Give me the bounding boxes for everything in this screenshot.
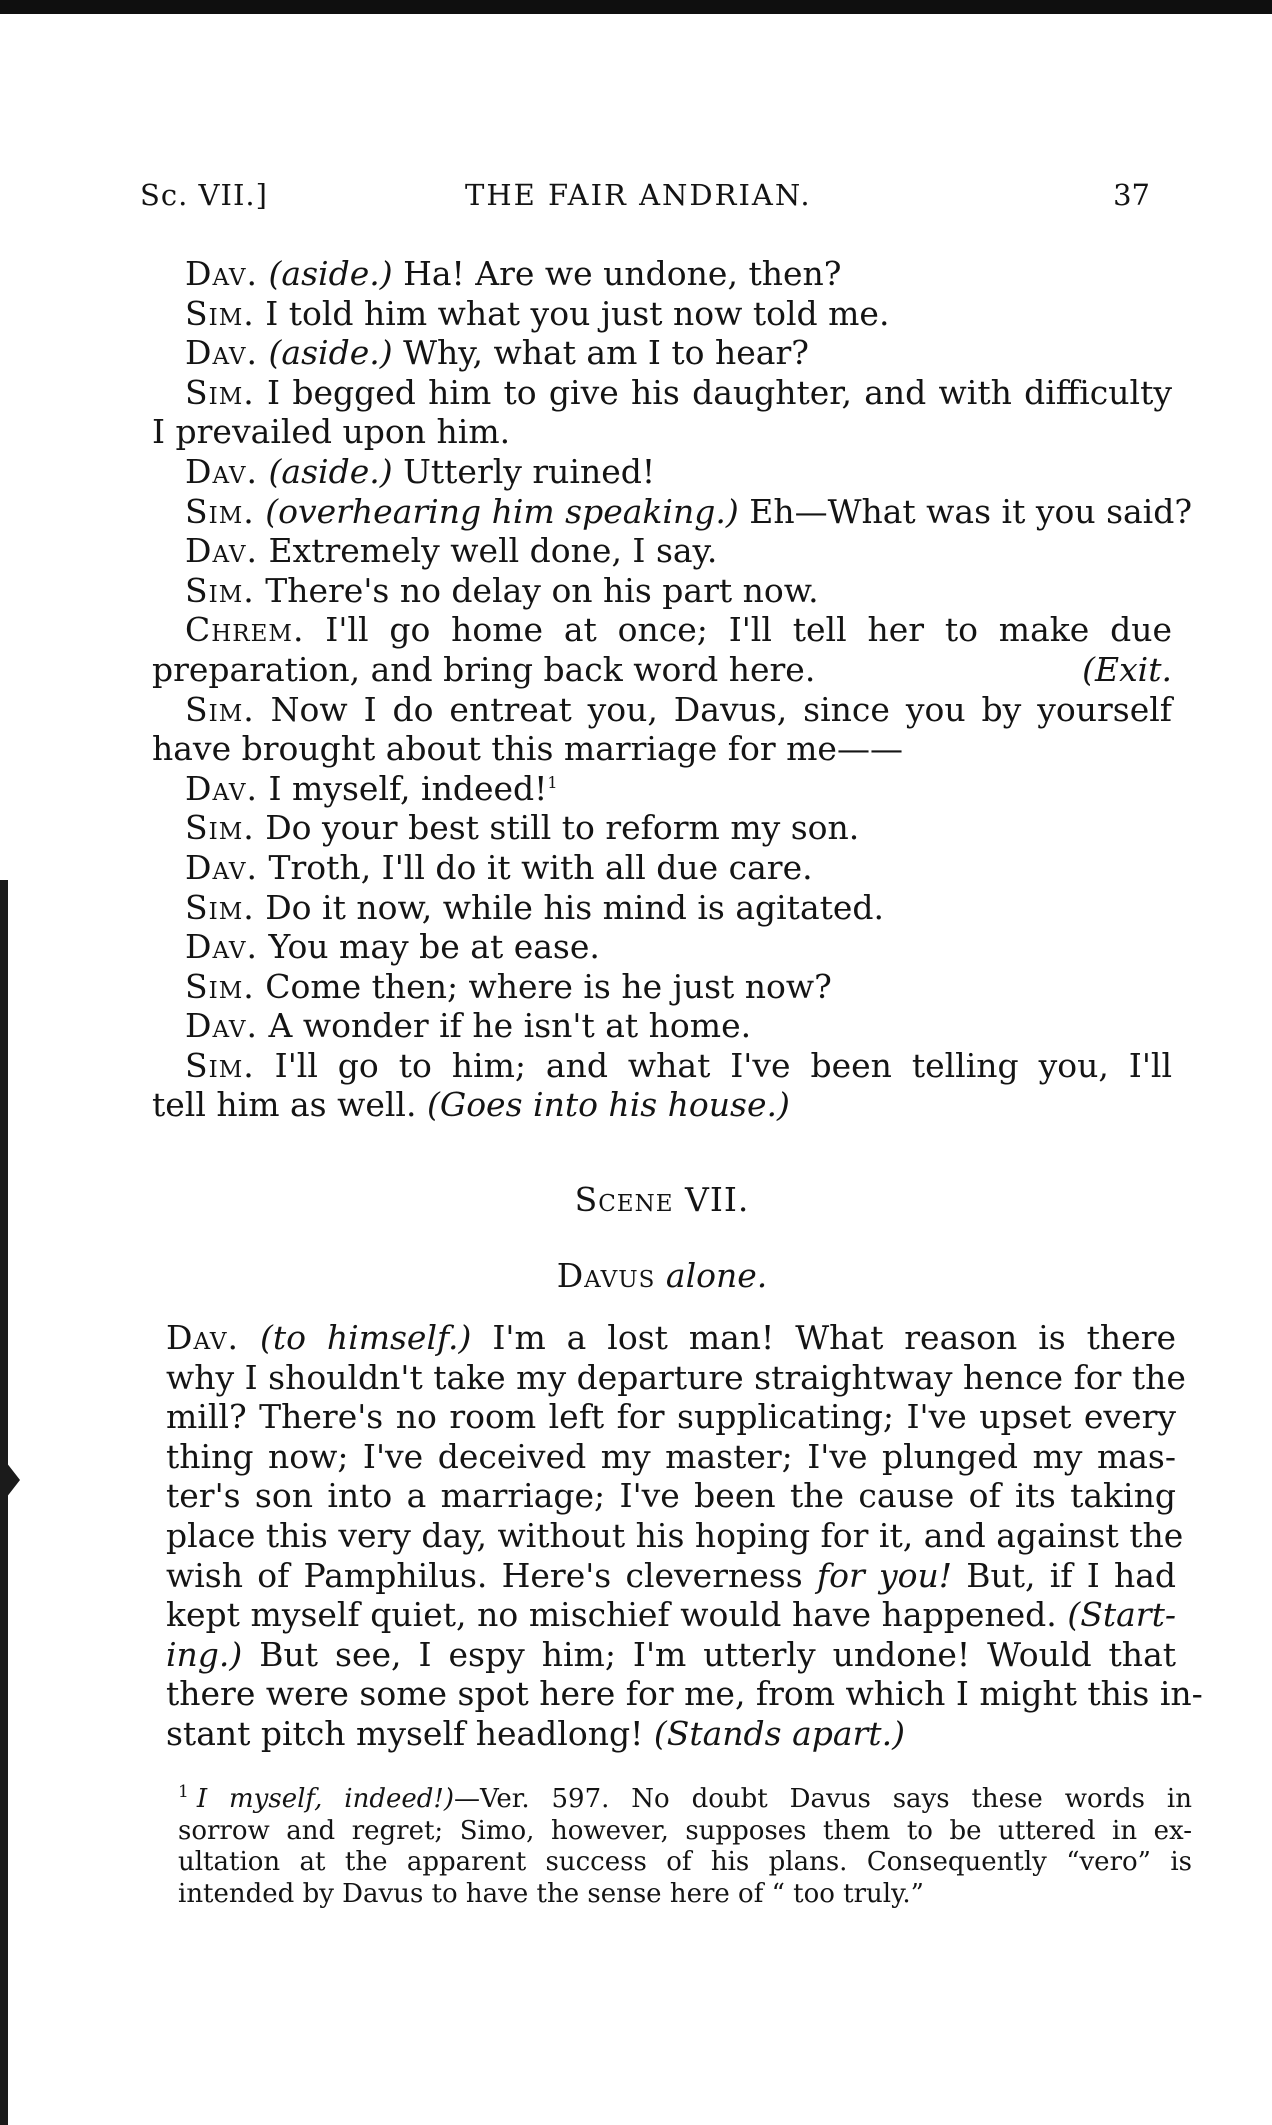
header-scene-ref: Sc. VII.]	[140, 178, 268, 212]
dialogue-line	[152, 373, 1172, 413]
persona-heading	[152, 1256, 1172, 1296]
dialogue-line	[152, 531, 1172, 571]
dialogue-line	[152, 967, 1172, 1007]
speech-text: You may be at ease.	[258, 927, 600, 967]
dialogue-continuation: I prevailed upon him.	[152, 412, 511, 452]
dialogue-continuation	[152, 1085, 1172, 1125]
speech-text: A wonder if he isn't at home.	[258, 1006, 752, 1046]
soliloquy-segment: But, if I had	[951, 1555, 1177, 1595]
dialogue-line	[152, 888, 1172, 928]
stage-direction: (Goes into his house.)	[426, 1085, 790, 1125]
soliloquy-line: mill? There's no room left for supplicating; I've upset every	[166, 1397, 1176, 1437]
speech-text: There's no delay on his part now.	[254, 570, 819, 610]
soliloquy-segment: wish of Pamphilus. Here's cleverness	[166, 1555, 817, 1595]
speech-text: I'll go to him; and what I've been telling you, I'll	[254, 1045, 1172, 1085]
dialogue-line	[152, 1046, 1172, 1086]
speaker-label: Dav.	[185, 927, 259, 967]
footnote-line: ultation at the apparent success of his plans. Consequently “vero” is	[178, 1847, 1192, 1877]
footnote-line: intended by Davus to have the sense here of “ too truly.”	[178, 1878, 924, 1909]
speech-text: I myself, indeed!	[258, 768, 548, 808]
speech-text: Eh—What was it you said?	[738, 491, 1193, 531]
footnote-text: —Ver. 597. No doubt Davus says these words in	[453, 1784, 1192, 1814]
soliloquy-paragraph	[166, 1318, 1203, 1754]
soliloquy-line	[166, 1714, 1176, 1754]
dialogue-line	[152, 452, 1172, 492]
stage-direction: (Start-	[1067, 1595, 1176, 1635]
persona-name: Davus	[556, 1256, 656, 1295]
stage-direction: (aside.)	[268, 254, 393, 293]
header-title: THE FAIR ANDRIAN.	[465, 178, 812, 212]
speaker-label: Dav.	[185, 1006, 259, 1046]
page-number: 37	[1113, 178, 1150, 212]
speech-text: Why, what am I to hear?	[392, 333, 809, 373]
speech-text: I begged him to give his daughter, and with difficulty	[254, 372, 1172, 412]
speech-text: Do your best still to reform my son.	[254, 808, 860, 848]
footnote-line: sorrow and regret; Simo, however, supposes them to be uttered in ex-	[178, 1815, 1192, 1846]
binding-tab-mark	[6, 1462, 20, 1498]
soliloquy-segment: kept myself quiet, no mischief would have happened.	[166, 1595, 1068, 1635]
footnote	[178, 1784, 1192, 1910]
footnote-ref: 1	[547, 772, 558, 792]
exit-direction: (Exit.	[1082, 649, 1172, 689]
soliloquy-line	[166, 1318, 1176, 1358]
dialogue-line	[152, 610, 1172, 650]
continuation-text: tell him as well.	[152, 1085, 417, 1125]
speaker-label: Sim.	[185, 1045, 255, 1085]
dialogue-line	[152, 491, 1193, 532]
soliloquy-segment: stant pitch myself headlong!	[166, 1713, 654, 1753]
speaker-label: Sim.	[185, 808, 255, 848]
speech-text: Now I do entreat you, Davus, since you by yourself	[254, 689, 1172, 729]
speech-text: Come then; where is he just now?	[254, 966, 832, 1006]
soliloquy-line: ter's son into a marriage; I've been the cause of its taking	[166, 1476, 1176, 1516]
stage-direction: (aside.)	[268, 333, 393, 373]
scan-top-border	[0, 0, 1272, 14]
dialogue-line	[152, 927, 1172, 967]
stage-direction: (aside.)	[268, 451, 393, 491]
running-header	[140, 178, 1150, 228]
speaker-label: Chrem.	[185, 610, 305, 650]
speaker-label: Sim.	[185, 372, 255, 412]
scene-heading	[152, 1180, 1172, 1220]
stage-direction: (Stands apart.)	[653, 1713, 905, 1753]
stage-direction: ing.)	[166, 1634, 243, 1674]
speaker-label: Sim.	[185, 570, 255, 610]
persona-note: alone.	[665, 1256, 768, 1295]
stage-direction: (overhearing him speaking.)	[265, 491, 739, 531]
speaker-label: Sim.	[185, 887, 255, 927]
speaker-label: Dav.	[185, 451, 259, 491]
footnote-line	[178, 1784, 1192, 1816]
dialogue-line	[152, 808, 1172, 848]
dialogue-line	[152, 294, 1172, 334]
speech-text: I'm a lost man! What reason is there	[471, 1318, 1176, 1357]
dialogue-line	[152, 848, 1172, 888]
scan-binding-edge	[0, 880, 8, 2125]
speech-text: Troth, I'll do it with all due care.	[258, 847, 813, 887]
speaker-label: Dav.	[185, 847, 259, 887]
speaker-label: Dav.	[185, 768, 259, 808]
soliloquy-line	[166, 1595, 1176, 1635]
soliloquy-line: there were some spot here for me, from which I might this in-	[166, 1674, 1203, 1714]
soliloquy-line	[166, 1635, 1176, 1675]
persona-line	[152, 1256, 1172, 1296]
speech-text: Ha! Are we undone, then?	[392, 254, 842, 293]
speaker-label: Dav.	[185, 333, 259, 373]
scene-title: Scene VII.	[574, 1180, 750, 1219]
speaker-label: Sim.	[185, 689, 255, 729]
dialogue-line	[152, 769, 1172, 809]
speech-text: I'll go home at once; I'll tell her to make due	[304, 610, 1172, 650]
speaker-label: Dav.	[166, 1318, 240, 1357]
footnote-ref-text: I myself, indeed!)	[196, 1784, 454, 1814]
soliloquy-line: place this very day, without his hoping for it, and against the	[166, 1515, 1184, 1555]
speech-text: Extremely well done, I say.	[258, 531, 718, 571]
continuation-text: preparation, and bring back word here.	[152, 649, 816, 689]
soliloquy-line: thing now; I've deceived my master; I've plunged my mas-	[166, 1436, 1176, 1476]
speech-text: Do it now, while his mind is agitated.	[254, 887, 885, 927]
footnote-number: 1	[178, 1782, 189, 1803]
soliloquy-line	[166, 1556, 1176, 1596]
stage-direction: (to himself.)	[259, 1318, 472, 1357]
speaker-label: Dav.	[185, 531, 259, 571]
speaker-label: Sim.	[185, 293, 255, 333]
soliloquy-segment: But see, I espy him; I'm utterly undone! Would that	[242, 1634, 1176, 1674]
dialogue-block	[152, 254, 1193, 1125]
dialogue-line	[152, 1006, 1172, 1046]
dialogue-continuation	[152, 650, 1172, 690]
dialogue-line	[152, 571, 1172, 611]
dialogue-line	[152, 254, 1172, 294]
speech-text: I told him what you just now told me.	[254, 293, 890, 333]
speaker-label: Dav.	[185, 254, 259, 293]
speaker-label: Sim.	[185, 491, 255, 531]
dialogue-line	[152, 333, 1172, 373]
dialogue-line	[152, 690, 1172, 730]
emphasis: for you!	[816, 1555, 952, 1595]
speaker-label: Sim.	[185, 966, 255, 1006]
speech-text: Utterly ruined!	[392, 451, 656, 491]
dialogue-continuation: have brought about this marriage for me——	[152, 729, 903, 769]
soliloquy-line: why I shouldn't take my departure straightway hence for the	[166, 1357, 1186, 1397]
